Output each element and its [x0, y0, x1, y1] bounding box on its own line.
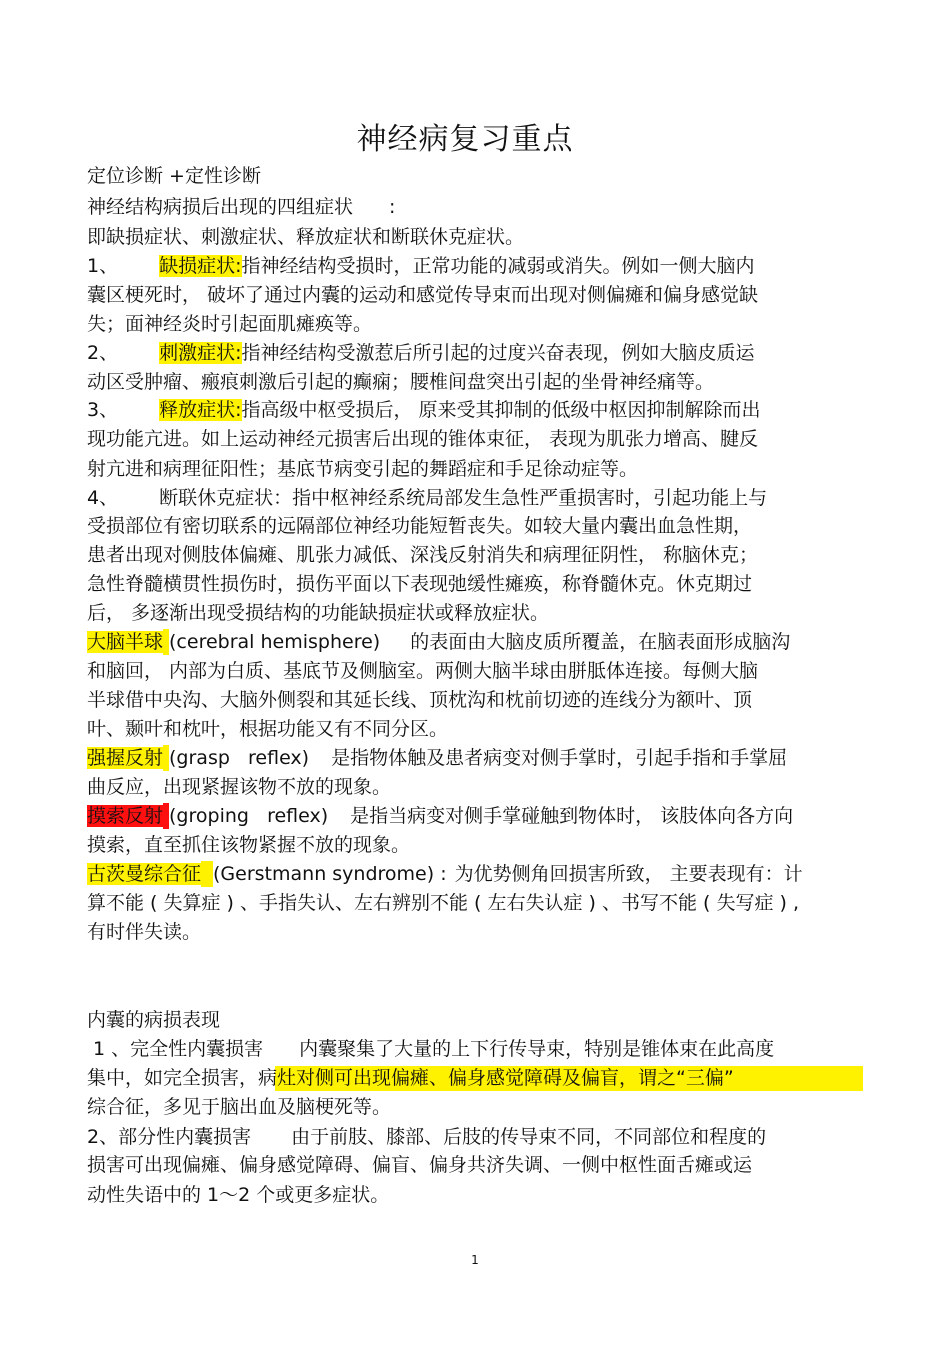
intro-line-2 — [87, 194, 395, 220]
item2-text-1: 指神经结构受激惹后所引起的过度兴奋表现，例如大脑皮质运 — [241, 342, 755, 364]
item3-term: 释放症状: — [159, 399, 242, 421]
groping-line-2: 摸索，直至抓住该物紧握不放的现象。 — [87, 834, 411, 856]
grasp-term: 强握反射 — [87, 747, 164, 769]
item3-text-1: 指高级中枢受损后， 原来受其抑制的低级中枢因抑制解除而出 — [241, 399, 761, 421]
intro-line-1: 定位诊断 +定性诊断 — [87, 165, 261, 187]
capsule-c1-line-1 — [87, 1036, 774, 1062]
gerstmann-line-3: 有时伴失读。 — [87, 921, 202, 943]
grasp-text-1: 是指物体触及患者病变对侧手掌时，引起手指和手掌屈 — [331, 747, 788, 769]
item4-number: 4、 — [87, 487, 119, 509]
capsule-c1-text-1: 内囊聚集了大量的上下行传导束，特别是锥体束在此高度 — [299, 1038, 775, 1060]
item2-line-1 — [87, 340, 755, 366]
cerebral-text-1: 的表面由大脑皮质所覆盖，在脑表面形成脑沟 — [410, 631, 791, 653]
intro-line-2-colon: : — [389, 196, 396, 218]
cerebral-line-1 — [87, 629, 790, 655]
capsule-c1-line-3: 综合征，多见于脑出血及脑梗死等。 — [87, 1096, 392, 1118]
page-title: 神经病复习重点 — [356, 122, 574, 157]
capsule-c2-line-3: 动性失语中的 1～2 个或更多症状。 — [87, 1184, 390, 1206]
cerebral-line-3: 半球借中央沟、大脑外侧裂和其延长线、顶枕沟和枕前切迹的连线分为额叶、顶 — [87, 689, 753, 711]
cerebral-term: 大脑半球 — [87, 631, 164, 653]
grasp-line-1 — [87, 745, 787, 771]
item4-line-4: 急性脊髓横贯性损伤时，损伤平面以下表现弛缓性瘫痪，称脊髓休克。休克期过 — [87, 573, 753, 595]
item4-line-5: 后， 多逐渐出现受损结构的功能缺损症状或释放症状。 — [87, 602, 550, 624]
gerstmann-line-1 — [87, 861, 803, 887]
item2-term: 刺激症状: — [159, 342, 242, 364]
capsule-c2-text-1: 由于前肢、膝部、后肢的传导束不同，不同部位和程度的 — [291, 1126, 767, 1148]
capsule-c1-text-2b: 灶对侧可出现偏瘫、偏身感觉障碍及偏盲，谓之“三偏” — [277, 1067, 734, 1089]
item3-line-1 — [87, 397, 761, 423]
groping-line-1 — [87, 803, 793, 829]
item3-line-2: 现功能亢进。如上运动神经元损害后出现的锥体束征， 表现为肌张力增高、腱反 — [87, 428, 759, 450]
gerstmann-term: 古茨曼综合征 — [87, 863, 202, 885]
capsule-c2-head: 2、部分性内囊损害 — [87, 1126, 252, 1148]
page-number: 1 — [471, 1253, 479, 1267]
groping-text-1: 是指当病变对侧手掌碰触到物体时， 该肢体向各方向 — [350, 805, 794, 827]
item4-line-2: 受损部位有密切联系的远隔部位神经功能短暂丧失。如较大量内囊出血急性期， — [87, 515, 753, 537]
grasp-english: (grasp reflex) — [169, 747, 310, 769]
item1-number: 1、 — [87, 255, 119, 277]
item3-line-3: 射亢进和病理征阳性；基底节病变引起的舞蹈症和手足徐动症等。 — [87, 458, 639, 480]
capsule-c2-line-1 — [87, 1124, 766, 1150]
item4-line-3: 患者出现对侧肢体偏瘫、肌张力减低、深浅反射消失和病理征阴性， 称脑休克； — [87, 544, 759, 566]
gerstmann-english: (Gerstmann syndrome) : — [213, 863, 447, 885]
item1-text-1: 指神经结构受损时，正常功能的减弱或消失。例如一侧大脑内 — [241, 255, 755, 277]
item2-number: 2、 — [87, 342, 119, 364]
capsule-c1-head: 1 、完全性内囊损害 — [87, 1038, 264, 1060]
cerebral-line-4: 叶、颞叶和枕叶，根据功能又有不同分区。 — [87, 718, 449, 740]
groping-term: 摸索反射 — [87, 805, 164, 827]
item4-text-1: 断联休克症状：指中枢神经系统局部发生急性严重损害时，引起功能上与 — [159, 487, 768, 509]
intro-line-3: 即缺损症状、刺激症状、释放症状和断联休克症状。 — [87, 226, 525, 248]
intro-line-2-text: 神经结构病损后出现的四组症状 — [87, 196, 354, 218]
capsule-c1-line-2 — [87, 1065, 734, 1091]
capsule-c1-text-2a: 集中，如完全损害，病 — [87, 1067, 278, 1089]
item1-line-1 — [87, 253, 755, 279]
groping-english: (groping reflex) — [169, 805, 329, 827]
cerebral-english: (cerebral hemisphere) — [169, 631, 381, 653]
grasp-line-2: 曲反应，出现紧握该物不放的现象。 — [87, 776, 392, 798]
cerebral-line-2: 和脑回， 内部为白质、基底节及侧脑室。两侧大脑半球由胼胝体连接。每侧大脑 — [87, 660, 759, 682]
capsule-heading: 内囊的病损表现 — [87, 1009, 221, 1031]
item4-line-1 — [87, 485, 767, 511]
item1-term: 缺损症状: — [159, 255, 242, 277]
capsule-c2-line-2: 损害可出现偏瘫、偏身感觉障碍、偏盲、偏身共济失调、一侧中枢性面舌瘫或运 — [87, 1154, 753, 1176]
item1-line-2: 囊区梗死时， 破坏了通过内囊的运动和感觉传导束而出现对侧偏瘫和偏身感觉缺 — [87, 284, 759, 306]
item3-number: 3、 — [87, 399, 119, 421]
item1-line-3: 失；面神经炎时引起面肌瘫痪等。 — [87, 313, 373, 335]
item2-line-2: 动区受肿瘤、瘢痕刺激后引起的癫痫；腰椎间盘突出引起的坐骨神经痛等。 — [87, 371, 715, 393]
gerstmann-line-2: 算不能 ( 失算症 ) 、手指失认、左右辨别不能 ( 左右失认症 ) 、书写不能 ( 失写症 ) , — [87, 892, 799, 914]
gerstmann-text-1: 为优势侧角回损害所致， 主要表现有：计 — [454, 863, 803, 885]
